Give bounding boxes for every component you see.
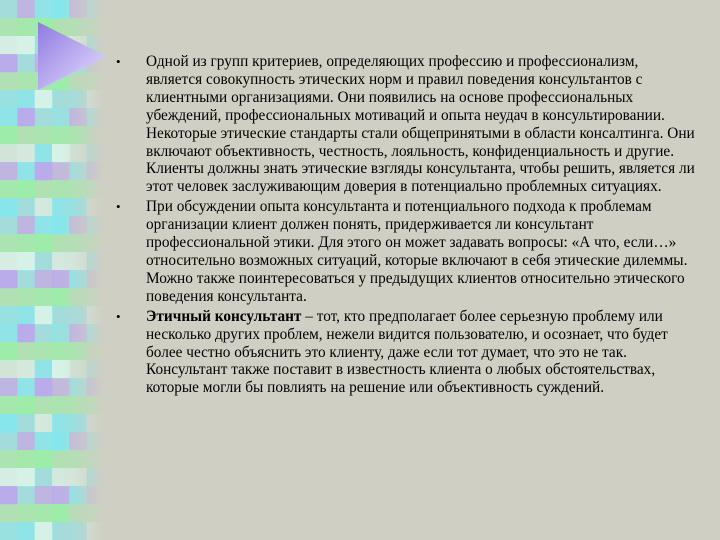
bullet-text: При обсуждении опыта консультанта и потенциального подхода к проблемам организации клиент должен понять, придерживается ли консультант профессиональной этики. Для этого он может задавать вопросы: «А что, если…» относительно возможных ситуаций, которые включают в себя этические дилеммы. Можно также поинтересоваться у предыдущих клиентов относительно этического поведения консультанта. xyxy=(146,198,688,305)
bullet-bold-term: Этичный консультант xyxy=(146,307,302,325)
bullet-text: – тот, кто предполагает более серьезную проблему или несколько других проблем, нежели видится пользователю, и осознает, что будет более честно объяснить это клиенту, даже если тот думает, что это не так. Консультант также поставит в известность клиента о любых обстоятельствах, которые могли бы повлиять на решение или объективность суждений. xyxy=(146,307,668,397)
bullet-dot-icon: • xyxy=(116,308,121,324)
bullet-dot-icon: • xyxy=(116,199,121,215)
bullet-list xyxy=(116,53,696,397)
triangle-arrow-icon xyxy=(36,20,108,92)
bullet-item-2 xyxy=(116,198,696,305)
bullet-text: Одной из групп критериев, определяющих профессию и профессионализм, является совокупность этических норм и правил поведения консультантов с клиентными организациями. Они появились на основе профессиональных убеждений, профессиональных мотиваций и опыта неудач в консультировании. Некоторые этические стандарты стали общепринятыми в области консалтинга. Они включают объективность, честность, лояльность, конфиденциальность и другие. Клиенты должны знать этические взгляды консультанта, чтобы решить, является ли этот человек заслуживающим доверия в потенциально проблемных ситуациях. xyxy=(146,53,695,196)
bullet-dot-icon: • xyxy=(116,54,121,69)
bullet-item-3 xyxy=(116,308,696,398)
slide-content xyxy=(116,53,696,397)
bullet-item-1 xyxy=(116,53,696,196)
